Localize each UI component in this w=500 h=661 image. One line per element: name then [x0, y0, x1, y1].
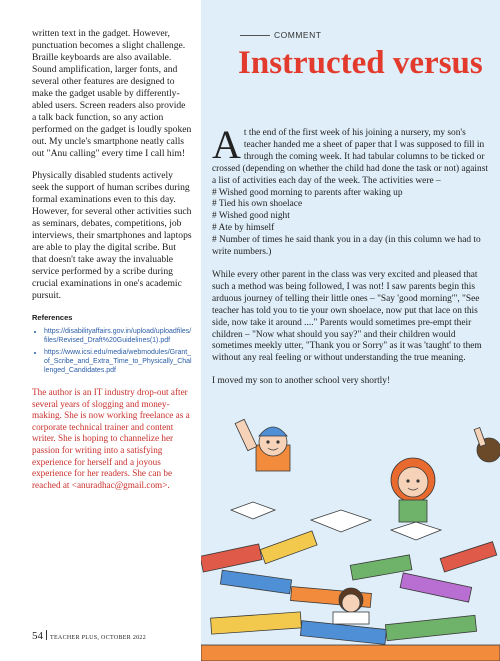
activity-item: # Wished good morning to parents after waking up: [212, 187, 403, 198]
left-column: [32, 28, 192, 491]
page-footer: [32, 630, 146, 642]
reference-link-1[interactable]: • https://disabilityaffairs.gov.in/upload/uploadfiles/files/Revised_Draft%20Guidelines(1).pdf: [44, 327, 192, 345]
activity-item: # Number of times he said thank you in a day (in this column we had to write numbers.): [212, 235, 481, 258]
activity-item: # Tied his own shoelace: [212, 199, 303, 210]
drop-cap: A: [212, 122, 241, 167]
page-number: 54: [32, 630, 43, 642]
book-pile: [201, 502, 500, 661]
children-books-illustration: [201, 400, 500, 661]
article-paragraph-3: I moved my son to another school very shortly!: [212, 376, 391, 387]
left-paragraph-1: written text in the gadget. However, punctuation becomes a slight challenge. Braille keyboards are also available. Sound amplification, larger fonts, and several other features are designed to make the gadget usable by differently-abled users. Screen readers also provide a talk back function, so any action performed on the gadget is loudly spoken out. My uncle's smartphone neatly calls out "Anu calling" every time I call him!: [32, 28, 192, 159]
publication-info: TEACHER PLUS, OCTOBER 2022: [50, 635, 147, 641]
references-heading: References: [32, 313, 73, 322]
child-waving: [474, 428, 500, 462]
section-label-text: COMMENT: [274, 30, 322, 40]
child-red-hair: [391, 458, 435, 522]
article-paragraph-1-text: t the end of the first week of his joining a nursery, my son's teacher handed me a sheet of paper that I was supposed to fill in through the coming week. It had tabular columns to be ticked or crossed (depending on whether the child had done the task or not) against a list of activities each day of the week. The activities were –: [212, 128, 488, 186]
activity-item: # Ate by himself: [212, 223, 275, 234]
footer-divider: [46, 630, 47, 640]
article-headline: Instructed versus: [238, 45, 483, 81]
left-paragraph-2: Physically disabled students actively seek the support of human scribes during formal examinations even to this day. However, for several other activities such as seminars, debates, competitions, job interviews, their smartphones and laptops are able to play the digital scribe. But that doesn't take away the invaluable service performed by a scribe during crucial examinations in one's academic pursuit.: [32, 170, 192, 301]
article-paragraph-2: While every other parent in the class was very excited and pleased that such a method was being followed, I was not! I saw parents begin this arduous journey of telling their little ones – "Say 'good morning'", "See teacher has told you to tie your own shoelace, now put that lace on this side, now take it around ...." Parents would sometimes pre-empt their children – "Now what should you say?" and their children would sometimes meekly utter, "Thank you or Sorry" as it was 'taught' to them without any real feeling or without understanding the true meaning.: [212, 269, 482, 364]
activity-item: # Wished good night: [212, 211, 290, 222]
author-bio: The author is an IT industry drop-out after several years of slogging and money-making. She is now working freelance as a corporate technical trainer and content writer. She is hoping to channelize her passion for writing into a satisfying experience for herself and a joyous experience for her readers. She can be reached at <anuradhac@gmail.com>.: [32, 387, 190, 490]
section-label: [240, 30, 500, 40]
references-list: [32, 327, 192, 375]
child-with-hat: [235, 419, 290, 471]
section-rule: [240, 35, 270, 36]
article-paragraph-1: [212, 122, 490, 259]
reference-link-2[interactable]: • https://www.icsi.edu/media/webmodules/Grant_of_Scribe_and_Extra_Time_to_Physically_Challenged_Candidates.pdf: [44, 348, 192, 375]
article-body: [212, 122, 490, 399]
